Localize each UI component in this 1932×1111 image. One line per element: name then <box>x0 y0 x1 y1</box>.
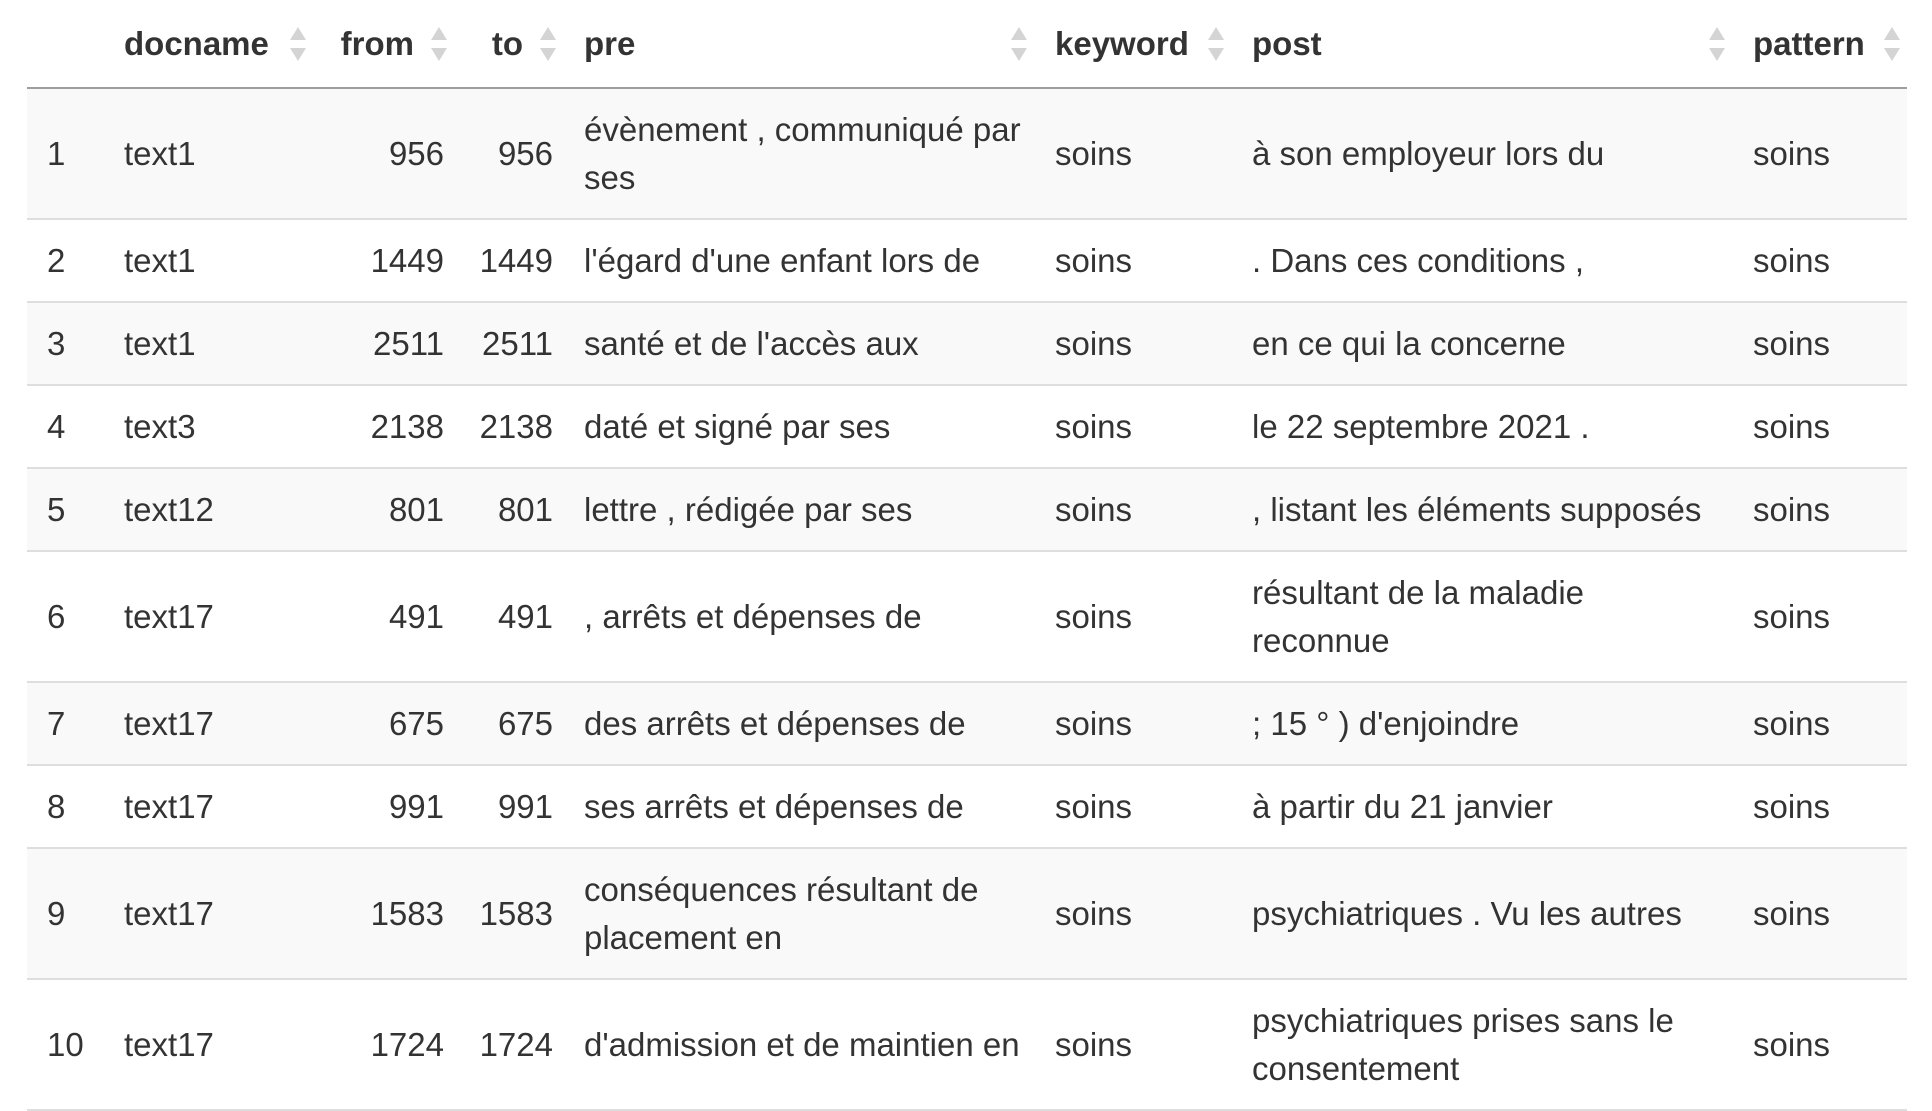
cell-from: 956 <box>388 134 444 172</box>
cell-post: à partir du 21 janvier <box>1252 787 1553 825</box>
table-row[interactable] <box>27 765 1907 848</box>
cell-docname: text17 <box>124 597 214 635</box>
cell-to: 956 <box>497 134 553 172</box>
cell-from: 1449 <box>370 241 444 279</box>
row-index: 6 <box>47 597 66 635</box>
table-row[interactable] <box>27 682 1907 765</box>
cell-pattern: soins <box>1753 597 1831 635</box>
column-header-label: keyword <box>1055 24 1189 62</box>
cell-from: 675 <box>388 704 444 742</box>
table-header-row <box>27 0 1907 88</box>
cell-pre: ses arrêts et dépenses de <box>584 787 964 825</box>
cell-to: 1449 <box>479 241 553 279</box>
sort-icon[interactable] <box>430 24 448 64</box>
cell-pre: l'égard d'une enfant lors de <box>584 241 981 279</box>
cell-docname: text1 <box>124 241 196 279</box>
column-header-keyword[interactable] <box>1034 0 1231 88</box>
table-row[interactable] <box>27 468 1907 551</box>
cell-keyword: soins <box>1055 490 1133 528</box>
column-header-post[interactable] <box>1231 0 1732 88</box>
cell-to: 1724 <box>479 1025 553 1063</box>
cell-post: en ce qui la concerne <box>1252 324 1566 362</box>
data-table-container <box>27 0 1907 1111</box>
row-index: 5 <box>47 490 66 528</box>
column-header-pre[interactable] <box>563 0 1034 88</box>
column-header-from[interactable] <box>313 0 454 88</box>
cell-docname: text12 <box>124 490 214 528</box>
cell-pattern: soins <box>1753 894 1831 932</box>
cell-pattern: soins <box>1753 134 1831 172</box>
cell-keyword: soins <box>1055 1025 1133 1063</box>
sort-icon[interactable] <box>1708 24 1726 64</box>
sort-icon[interactable] <box>1010 24 1028 64</box>
cell-pattern: soins <box>1753 787 1831 825</box>
cell-pattern: soins <box>1753 490 1831 528</box>
row-index: 7 <box>47 704 66 742</box>
cell-pattern: soins <box>1753 704 1831 742</box>
table-row[interactable] <box>27 302 1907 385</box>
row-index: 8 <box>47 787 66 825</box>
cell-pre: santé et de l'accès aux <box>584 324 919 362</box>
cell-post: ; 15 ° ) d'enjoindre <box>1252 704 1520 742</box>
table-row[interactable] <box>27 385 1907 468</box>
cell-post: . Dans ces conditions , <box>1252 241 1584 279</box>
column-header-to[interactable] <box>454 0 563 88</box>
column-header-label: pre <box>584 24 636 62</box>
cell-docname: text1 <box>124 324 196 362</box>
cell-keyword: soins <box>1055 704 1133 742</box>
table-row[interactable] <box>27 219 1907 302</box>
row-index: 4 <box>47 407 66 445</box>
cell-post: le 22 septembre 2021 . <box>1252 407 1590 445</box>
cell-docname: text17 <box>124 704 214 742</box>
column-header-label: post <box>1252 24 1322 62</box>
row-index: 9 <box>47 894 66 932</box>
cell-from: 491 <box>388 597 444 635</box>
cell-to: 1583 <box>479 894 553 932</box>
cell-docname: text1 <box>124 134 196 172</box>
row-index: 2 <box>47 241 66 279</box>
data-table <box>27 0 1907 1111</box>
cell-from: 1583 <box>370 894 444 932</box>
cell-keyword: soins <box>1055 407 1133 445</box>
sort-icon[interactable] <box>289 24 307 64</box>
cell-pattern: soins <box>1753 1025 1831 1063</box>
table-row[interactable] <box>27 88 1907 219</box>
cell-keyword: soins <box>1055 134 1133 172</box>
cell-pre: , arrêts et dépenses de <box>584 597 922 635</box>
cell-post: résultant de la maladie reconnue <box>1252 573 1585 659</box>
cell-pre: d'admission et de maintien en <box>584 1025 1020 1063</box>
table-row[interactable] <box>27 848 1907 979</box>
column-header-index <box>27 0 103 88</box>
cell-to: 675 <box>497 704 553 742</box>
cell-keyword: soins <box>1055 597 1133 635</box>
cell-keyword: soins <box>1055 787 1133 825</box>
table-row[interactable] <box>27 979 1907 1110</box>
cell-pattern: soins <box>1753 407 1831 445</box>
cell-post: , listant les éléments supposés <box>1252 490 1702 528</box>
column-header-docname[interactable] <box>103 0 313 88</box>
cell-from: 1724 <box>370 1025 444 1063</box>
row-index: 3 <box>47 324 66 362</box>
cell-from: 2511 <box>373 324 444 362</box>
cell-to: 2138 <box>479 407 553 445</box>
cell-to: 2511 <box>482 324 553 362</box>
cell-pre: daté et signé par ses <box>584 407 891 445</box>
cell-keyword: soins <box>1055 324 1133 362</box>
cell-keyword: soins <box>1055 894 1133 932</box>
column-header-label: pattern <box>1753 24 1865 62</box>
cell-post: à son employeur lors du <box>1252 134 1605 172</box>
cell-keyword: soins <box>1055 241 1133 279</box>
cell-pre: conséquences résultant de placement en <box>584 870 979 956</box>
cell-docname: text17 <box>124 787 214 825</box>
cell-pre: lettre , rédigée par ses <box>584 490 913 528</box>
cell-to: 491 <box>497 597 553 635</box>
cell-to: 801 <box>497 490 553 528</box>
cell-post: psychiatriques prises sans le consentement <box>1252 1001 1674 1087</box>
cell-from: 991 <box>388 787 444 825</box>
table-row[interactable] <box>27 551 1907 682</box>
row-index: 10 <box>47 1025 84 1063</box>
cell-pattern: soins <box>1753 241 1831 279</box>
cell-pre: évènement , communiqué par ses <box>584 110 1021 196</box>
cell-docname: text17 <box>124 1025 214 1063</box>
sort-icon[interactable] <box>539 24 557 64</box>
cell-from: 801 <box>388 490 444 528</box>
cell-docname: text3 <box>124 407 196 445</box>
column-header-label: docname <box>124 24 269 62</box>
cell-to: 991 <box>497 787 553 825</box>
column-header-label: from <box>340 24 414 62</box>
sort-icon[interactable] <box>1207 24 1225 64</box>
column-header-label: to <box>491 24 523 62</box>
cell-docname: text17 <box>124 894 214 932</box>
cell-pattern: soins <box>1753 324 1831 362</box>
cell-from: 2138 <box>370 407 444 445</box>
column-header-pattern[interactable] <box>1732 0 1907 88</box>
cell-post: psychiatriques . Vu les autres <box>1252 894 1682 932</box>
sort-icon[interactable] <box>1883 24 1901 64</box>
row-index: 1 <box>47 134 66 172</box>
cell-pre: des arrêts et dépenses de <box>584 704 966 742</box>
